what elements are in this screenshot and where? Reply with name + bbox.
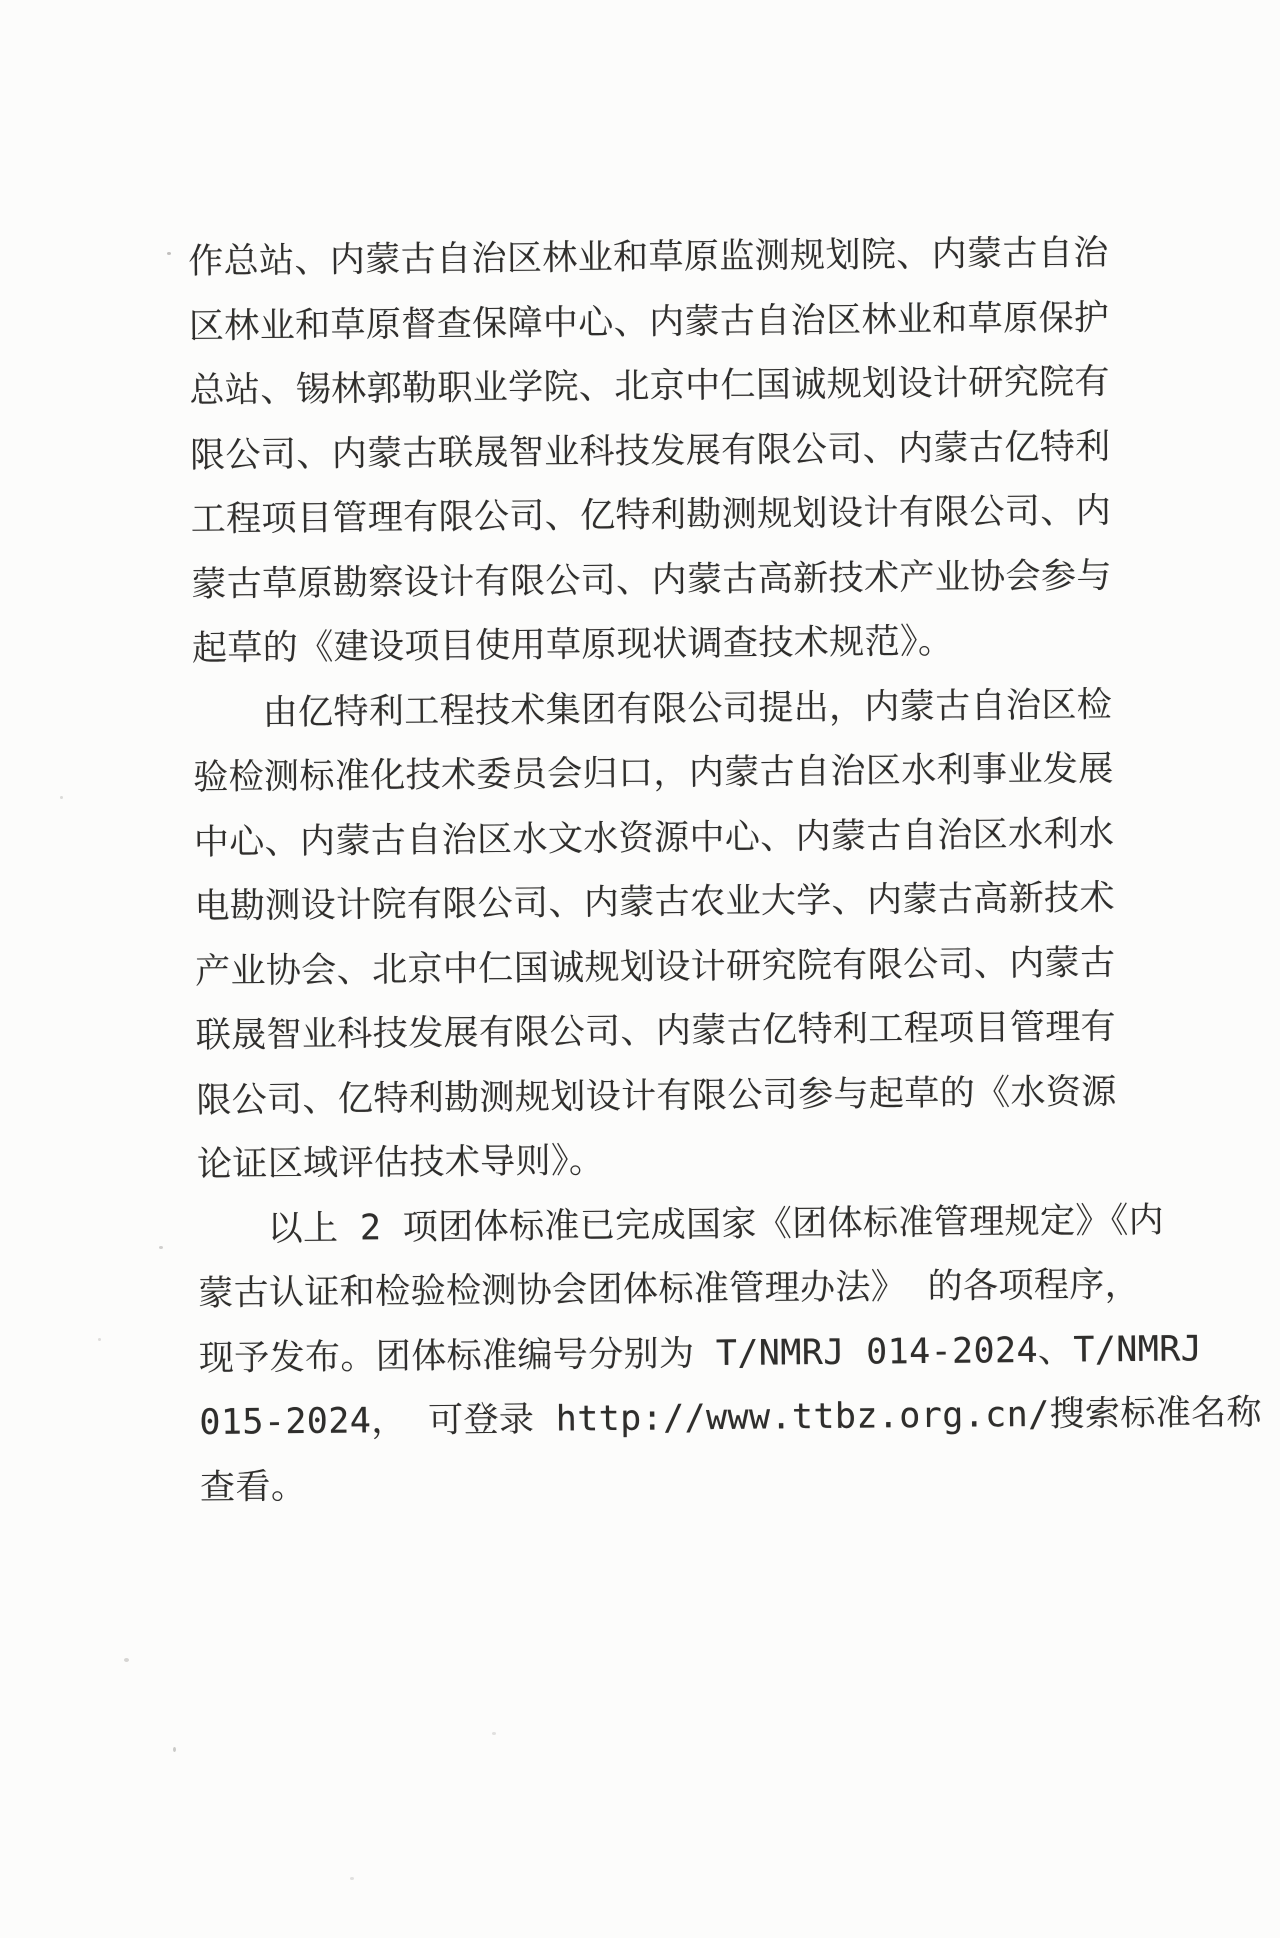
paragraph-drafting-units-grassland xyxy=(188,221,1112,681)
text-line: 总站、锡林郭勒职业学院、北京中仁国诚规划设计研究院有 xyxy=(189,362,1111,411)
paragraph-drafting-units-water xyxy=(192,673,1117,1198)
scan-speck xyxy=(60,796,63,799)
text-line: 蒙古草原勘察设计有限公司、内蒙古高新技术产业协会参与 xyxy=(191,555,1112,605)
scan-speck xyxy=(98,1338,101,1341)
text-line: 论证区域评估技术导则》。 xyxy=(196,1141,605,1185)
text-line: 以上 2 项团体标准已完成国家《团体标准管理规定》《内 xyxy=(267,1200,1165,1249)
text-line: 限公司、内蒙古联晟智业科技发展有限公司、内蒙古亿特利 xyxy=(189,426,1111,476)
text-line: 联晟智业科技发展有限公司、内蒙古亿特利工程项目管理有 xyxy=(195,1007,1117,1056)
scan-speck xyxy=(350,1877,354,1880)
text-line: 工程项目管理有限公司、亿特利勘测规划设计有限公司、内 xyxy=(190,491,1112,540)
text-line: 作总站、内蒙古自治区林业和草原监测规划院、内蒙古自治 xyxy=(188,233,1109,282)
text-line: 区林业和草原督查保障中心、内蒙古自治区林业和草原保护 xyxy=(188,297,1110,347)
text-line: 由亿特利工程技术集团有限公司提出，内蒙古自治区检 xyxy=(262,684,1113,733)
scan-speck xyxy=(124,1658,129,1662)
text-line: 蒙古认证和检验检测协会团体标准管理办法》 的各项程序， xyxy=(198,1264,1141,1314)
scan-speck xyxy=(167,252,171,255)
scan-speck xyxy=(492,1732,496,1735)
scan-speck xyxy=(159,1246,163,1249)
paragraph-publication-notice xyxy=(197,1189,1263,1520)
text-line: 起草的《建设项目使用草原现状调查技术规范》。 xyxy=(191,621,954,669)
text-line: 查看。 xyxy=(199,1466,307,1508)
text-line: 电勘测设计院有限公司、内蒙古农业大学、内蒙古高新技术 xyxy=(194,878,1116,927)
text-line: 验检测标准化技术委员会归口，内蒙古自治区水利事业发展 xyxy=(193,749,1114,798)
text-line: 产业协会、北京中仁国诚规划设计研究院有限公司、内蒙古 xyxy=(194,942,1116,992)
text-line: 015-2024， 可登录 http://www.ttbz.org.cn/搜索标准名称 xyxy=(199,1392,1263,1443)
text-line: 现予发布。团体标准编号分别为 T/NMRJ 014-2024、T/NMRJ xyxy=(198,1328,1203,1379)
document-body xyxy=(188,221,1263,1520)
text-line: 限公司、亿特利勘测规划设计有限公司参与起草的《水资源 xyxy=(196,1071,1117,1121)
text-line: 中心、内蒙古自治区水文水资源中心、内蒙古自治区水利水 xyxy=(193,813,1115,863)
scan-speck xyxy=(173,1747,176,1752)
